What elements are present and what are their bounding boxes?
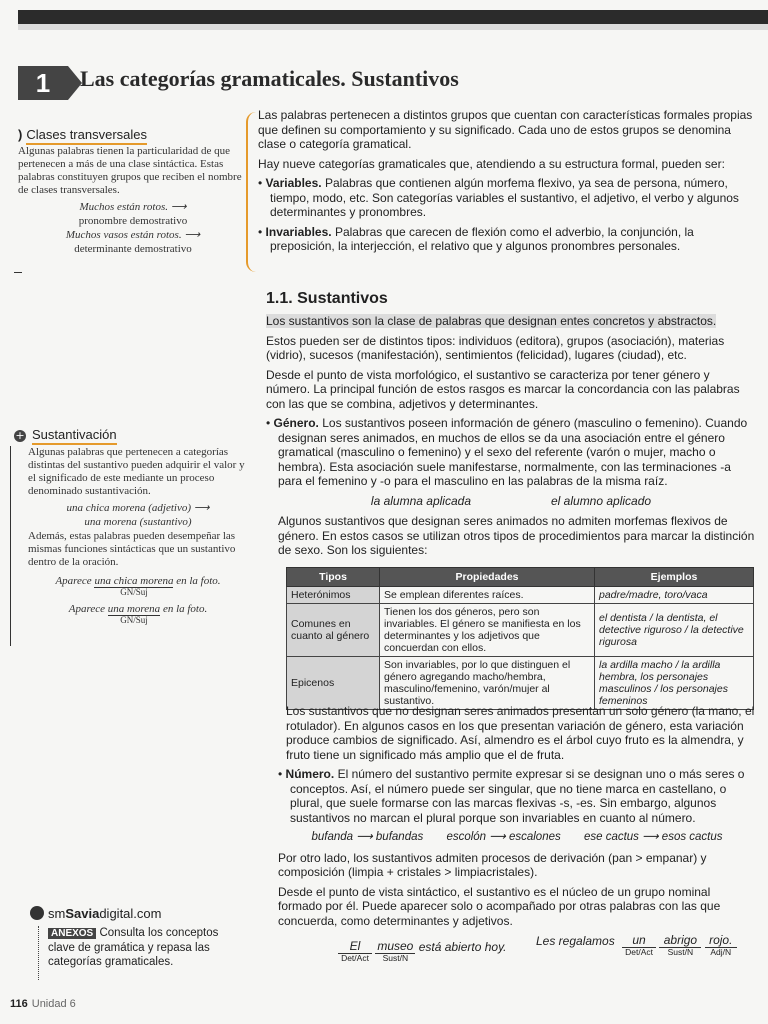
unit-label: Unidad 6	[31, 998, 76, 1010]
section-block	[266, 314, 756, 563]
table-header: Propiedades	[380, 568, 595, 587]
sidebar-body: Algunas palabras tienen la particularidad de que pertenecen a más de una clase sintáctica. Estas palabras constituyen grupos que reciben el nombre de clases transversales.	[18, 145, 242, 196]
genero-examples: la alumna aplicada el alumno aplicado	[370, 493, 652, 508]
chapter-number-badge: 1	[18, 66, 68, 100]
table-cell-prop: Se emplean diferentes raíces.	[380, 587, 595, 604]
table-row	[287, 657, 754, 710]
syntax-example-1: El Det/Act museo Sust/N está abierto hoy.	[338, 940, 507, 964]
anexos-tag: ANEXOS	[48, 928, 96, 939]
bullet-variables: • Variables. Palabras que contienen algún morfema flexivo, ya sea de persona, número, tiempo, modo, etc. Son categorías variables el sustantivo, el adjetivo, el verbo y algunos determinantes y pronombres.	[258, 176, 739, 219]
chapter-title: Las categorías gramaticales. Sustantivos	[80, 66, 459, 91]
table-header: Ejemplos	[595, 568, 754, 587]
bullet-genero: • Género. Los sustantivos poseen información de género (masculino o femenino). Cuando designan seres animados, en muchos de ellos se da una asociación entre el género gramatical (masculino o femenino) y el sexo del referente (varón o mujer, macho o hembra). Esta asociación suele manifestarse, normalmente, con las terminaciones -a para el femenino y -o para el masculino en las palabras de la misma raíz.	[266, 416, 748, 488]
sidebar-heading-sustantivacion: + Sustantivación	[14, 428, 248, 442]
definition: Los sustantivos son la clase de palabras que designan entes concretos y abstractos.	[266, 314, 717, 328]
section-paragraph: Por otro lado, los sustantivos admiten procesos de derivación (pan > empanar) y composición (limpia + cristales > limpiacristales).	[278, 850, 707, 879]
table-cell-tipo: Heterónimos	[287, 587, 380, 604]
table-cell-ej: la ardilla macho / la ardilla hembra, los personajes masculinos / los personajes femeninos	[595, 657, 754, 710]
sidebar-sustantivacion	[14, 428, 248, 626]
section-paragraph: Algunos sustantivos que designan seres animados no admiten morfemas flexivos de género. En estos casos se utilizan otros tipos de procedimientos para marcar la distinción de sexo. Son los siguientes:	[278, 514, 755, 557]
top-bar	[18, 10, 768, 24]
table-cell-tipo: Epicenos	[287, 657, 380, 710]
page-number: 116	[10, 998, 28, 1010]
numero-examples: bufanda ⟶ bufandas escolón ⟶ escalones ese cactus ⟶ esos cactus	[311, 831, 723, 843]
sidebar-content	[14, 446, 248, 625]
table-cell-tipo: Comunes en cuanto al género	[287, 604, 380, 657]
table-cell-prop: Son invariables, por lo que distinguen el género agregando macho/hembra, masculino/femenino, varón/mujer al sustantivo.	[380, 657, 595, 710]
sidebar-example: Muchos vasos están rotos. ⟶	[65, 229, 201, 241]
bullet-invariables: • Invariables. Palabras que carecen de flexión como el adverbio, la conjunción, la preposición, la interjección, el relativo que y algunos pronombres personales.	[258, 224, 694, 253]
table-row	[287, 587, 754, 604]
sidebar-body: Además, estas palabras pueden desempeñar las mismas funciones sintácticas que un sustantivo dentro de la oración.	[28, 530, 236, 568]
bullet-mark: )	[18, 127, 23, 142]
anexos-note: ANEXOS Consulta los conceptos clave de gramática y repasa las categorías gramaticales.	[48, 927, 219, 968]
sidebar-heading-transversales: ) Clases transversales	[18, 128, 248, 141]
intro-block	[258, 108, 758, 259]
table-cell-ej: padre/madre, toro/vaca	[595, 587, 754, 604]
chapter-header	[18, 62, 618, 106]
page-footer	[10, 998, 76, 1010]
section-paragraph: Desde el punto de vista morfológico, el sustantivo se caracteriza por tener género y número. La principal función de estos rasgos es marcar la concordancia con las palabras con las que se combina, adjetivos y determinantes.	[266, 367, 740, 411]
table-row	[287, 604, 754, 657]
sidebar-example-analysis: Aparece una morena GN/Suj en la foto.	[68, 603, 208, 625]
section-title: 1.1. Sustantivos	[266, 290, 388, 307]
sidebar-example: una morena (sustantivo)	[84, 516, 192, 528]
sidebar-example: una chica morena (adjetivo) ⟶	[66, 502, 210, 514]
plus-icon: +	[15, 429, 25, 442]
sidebar-example-label: determinante demostrativo	[74, 243, 192, 255]
sidebar-example: Muchos están rotos. ⟶	[79, 201, 187, 213]
sidebar-dash	[14, 272, 22, 273]
intro-brace	[246, 112, 258, 272]
gender-table	[286, 567, 754, 710]
table-cell-prop: Tienen los dos géneros, pero son invariables. El género se manifiesta en los determinantes y los adjetivos que concuerdan con ellos.	[380, 604, 595, 657]
sidebar-body: Algunas palabras que pertenecen a categorías distintas del sustantivo pueden adquirir el valor y el significado de este mediante un proceso denominado sustantivación.	[28, 446, 245, 497]
bullet-numero: • Número. El número del sustantivo permite expresar si se designan uno o más seres o conceptos. Así, el número puede ser singular, que no tiene marca en castellano, o plural, que suele formarse con las marcas flexivas -s, -es. Sin embargo, algunos sustantivos no marcan el plural porque son invariables en cuanto al número.	[278, 767, 745, 825]
intro-paragraph: Hay nueve categorías gramaticales que, atendiendo a su estructura formal, pueden ser:	[258, 156, 725, 171]
intro-paragraph: Las palabras pertenecen a distintos grupos que cuentan con características formales propias que definen su comportamiento y su significado. Cada uno de estos grupos se denomina clase o categoría gramatical.	[258, 108, 753, 151]
sidebar-example-analysis: Aparece una chica morena GN/Suj en la foto.	[55, 575, 221, 597]
table-header-row	[287, 568, 754, 587]
top-bar-shade	[18, 24, 768, 30]
savia-logo[interactable]: smSaviadigital.com	[30, 906, 161, 921]
syntax-example-2: Les regalamos un Det/Act abrigo Sust/N rojo. Adj/N	[536, 934, 737, 958]
section-paragraph: Estos pueden ser de distintos tipos: individuos (editora), grupos (asociación), materias (vidrio), sucesos (manifestación), sentimientos (felicidad), lugares (ciudad), etc.	[266, 333, 725, 362]
sidebar-transversales	[18, 128, 248, 257]
leaf-icon	[30, 906, 44, 920]
section-block-continued	[278, 704, 756, 933]
table-cell-ej: el dentista / la dentista, el detective riguroso / la detective rigurosa	[595, 604, 754, 657]
sidebar-example-label: pronombre demostrativo	[78, 215, 188, 227]
table-header: Tipos	[287, 568, 380, 587]
section-paragraph: Desde el punto de vista sintáctico, el sustantivo es el núcleo de un grupo nominal formado por él. Puede aparecer solo o acompañado por otras palabras con las que concuerda, como determinantes y adjetivos.	[278, 884, 721, 928]
section-paragraph: Los sustantivos que no designan seres animados presentan un solo género (la mano, el rotulador). En algunos casos en los que presentan variación de género, esta variación produce cambios de significado. Así, almendro es el árbol cuyo fruto es la almendra, y fruto tiene un significado más amplio que el de fruta.	[286, 704, 755, 762]
